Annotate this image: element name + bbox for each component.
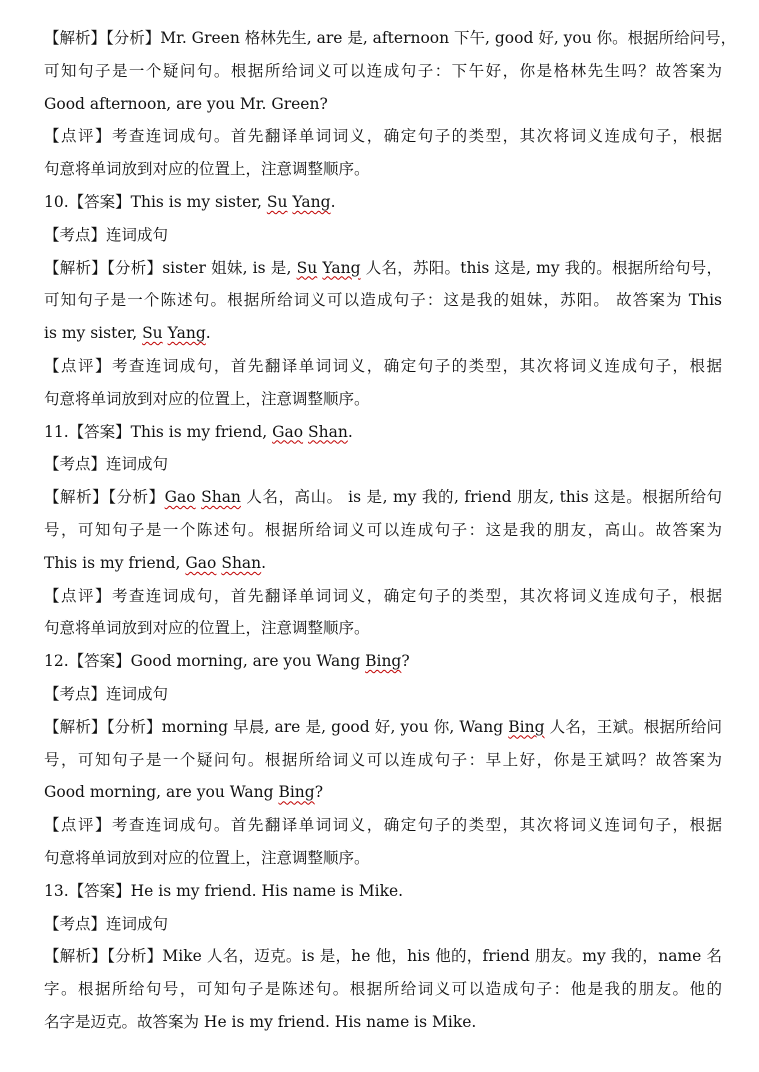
- text-line: 【点评】考查连词成句，首先翻译单词词义，确定句子的类型，其次将词义连成句子，根据: [44, 586, 722, 605]
- spellcheck-mark: Shan: [201, 488, 241, 507]
- spellcheck-mark: Gao: [164, 488, 196, 507]
- text-line: 【解析】【分析】Mr. Green 格林先生, are 是, afternoon 下午, good 好, you 你。根据所给问号，: [44, 29, 737, 47]
- text-line: is my sister, Su Yang.: [44, 324, 211, 343]
- answer-heading-10: 10.【答案】This is my sister, Su Yang.: [44, 192, 336, 211]
- answer-heading-13: 13.【答案】He is my friend. His name is Mike.: [44, 881, 404, 900]
- spellcheck-mark: Gao: [185, 553, 217, 572]
- text-line: 可知句子是一个疑问句。根据所给词义可以连成句子：下午好，你是格林先生吗？故答案为: [44, 61, 722, 80]
- text-line: 号，可知句子是一个陈述句。根据所给词义可以连成句子：这是我的朋友，高山。故答案为: [44, 520, 722, 539]
- text-line: 句意将单词放到对应的位置上，注意调整顺序。: [44, 160, 370, 179]
- text-line: 号，可知句子是一个疑问句。根据所给词义可以连成句子：早上好，你是王斌吗？故答案为: [44, 750, 722, 769]
- text-line: 【解析】【分析】Mike 人名，迈克。is 是，he 他，his 他的，friend 朋友。my 我的，name 名: [44, 947, 722, 966]
- spellcheck-mark: Bing: [278, 783, 315, 802]
- text-line: 句意将单词放到对应的位置上，注意调整顺序。: [44, 848, 370, 867]
- text-line: Good afternoon, are you Mr. Green?: [44, 94, 328, 113]
- spellcheck-mark: Su: [142, 324, 163, 343]
- spellcheck-mark: Bing: [508, 717, 545, 736]
- answer-explanation-document: [44, 22, 737, 1039]
- spellcheck-mark: Gao: [272, 422, 304, 441]
- text-line: 【解析】【分析】sister 姐妹, is 是, Su Yang 人名，苏阳。this 这是, my 我的。根据所给句号，: [44, 258, 722, 277]
- knowledge-point-line: 【考点】连词成句: [44, 914, 169, 933]
- spellcheck-mark: Yang: [322, 258, 361, 277]
- text-line: 【解析】【分析】morning 早晨, are 是, good 好, you 你, Wang Bing 人名，王斌。根据所给问: [44, 717, 723, 736]
- knowledge-point-line: 【考点】连词成句: [44, 455, 169, 474]
- knowledge-point-line: 【考点】连词成句: [44, 225, 169, 244]
- spellcheck-mark: Su: [266, 192, 288, 211]
- spellcheck-mark: Yang: [292, 192, 331, 211]
- text-line: 【解析】【分析】Gao Shan 人名，高山。 is 是, my 我的, friend 朋友, this 这是。根据所给句: [44, 488, 722, 507]
- text-line: 【点评】考查连词成句，首先翻译单词词义，确定句子的类型，其次将词义连成句子，根据: [44, 356, 722, 375]
- text-line: 【点评】考查连词成句。首先翻译单词词义，确定句子的类型，其次将词义连词句子，根据: [44, 816, 722, 835]
- spellcheck-mark: Su: [296, 258, 318, 277]
- answer-heading-12: 12.【答案】Good morning, are you Wang Bing?: [44, 652, 410, 671]
- spellcheck-mark: Shan: [221, 553, 262, 572]
- text-line: 句意将单词放到对应的位置上，注意调整顺序。: [44, 619, 370, 638]
- spellcheck-mark: Bing: [365, 652, 402, 671]
- text-line: 字。根据所给句号，可知句子是陈述句。根据所给词义可以造成句子：他是我的朋友。他的: [44, 980, 722, 999]
- text-line: This is my friend, Gao Shan.: [44, 553, 267, 572]
- spellcheck-mark: Yang: [167, 324, 206, 343]
- text-line: 可知句子是一个陈述句。根据所给词义可以造成句子：这是我的姐妹，苏阳。 故答案为 This: [44, 291, 722, 310]
- answer-heading-11: 11.【答案】This is my friend, Gao Shan.: [44, 422, 353, 441]
- knowledge-point-line: 【考点】连词成句: [44, 684, 169, 703]
- text-line: 名字是迈克。故答案为 He is my friend. His name is Mike.: [44, 1012, 477, 1031]
- spellcheck-mark: Shan: [307, 422, 348, 441]
- text-line: 【点评】考查连词成句。首先翻译单词词义，确定句子的类型，其次将词义连成句子，根据: [44, 127, 722, 146]
- text-line: Good morning, are you Wang Bing?: [44, 783, 324, 802]
- text-line: 句意将单词放到对应的位置上，注意调整顺序。: [44, 389, 370, 408]
